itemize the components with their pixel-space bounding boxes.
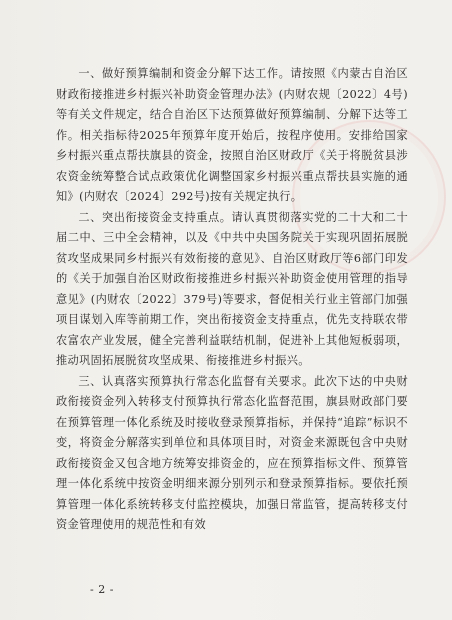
- page-number: - 2 -: [90, 583, 114, 596]
- paragraph-execution-supervision: 三、认真落实预算执行常态化监督有关要求。此次下达的中央财政衔接资金列入转移支付预算执行常态化监督范围，旗县财政部门要在预算管理一体化系统及时接收登录预算指标，并保持“追踪”标识不变，将资金分解落实到单位和具体项目时，对资金来源既包含中央财政衔接资金又包含地方统筹安排资金的，应在预算指标文件、预算管理一体化系统中按资金明细来源分别列示和登录预算指标。要依托预算管理一体化系统转移支付监控模块，加强日常监管，提高转移支付资金管理使用的规范性和有效: [56, 374, 408, 531]
- paragraph-budget-preparation: 一、做好预算编制和资金分解下达工作。请按照《内蒙古自治区财政衔接推进乡村振兴补助资金管理办法》(内财农规〔2022〕4号)等有关文件规定，结合自治区下达预算做好预算编制、分解下达等工作。相关指标待2025年预算年度开始后，按程序使用。安排给国家乡村振兴重点帮扶旗县的资金，按照自治区财政厅《关于将脱贫县涉农资金统筹整合试点政策优化调整国家乡村振兴重点帮扶县实施的通知》(内财农〔2024〕292号)按有关规定执行。: [56, 67, 408, 203]
- paragraph-funding-priorities: 二、突出衔接资金支持重点。请认真贯彻落实党的二十大和二十届二中、三中全会精神，以及《中共中央国务院关于实现巩固拓展脱贫攻坚成果同乡村振兴有效衔接的意见》、自治区财政厅等6部门印发的《关于加强自治区财政衔接推进乡村振兴补助资金使用管理的指导意见》(内财农〔2022〕379号)等要求，督促相关行业主管部门加强项目谋划入库等前期工作，突出衔接资金支持重点，优先支持联农带农富农产业发展，健全完善利益联结机制，促进补上其他短板弱项，推动巩固拓展脱贫攻坚成果、衔接推进乡村振兴。: [56, 210, 408, 367]
- document-body: [56, 64, 408, 536]
